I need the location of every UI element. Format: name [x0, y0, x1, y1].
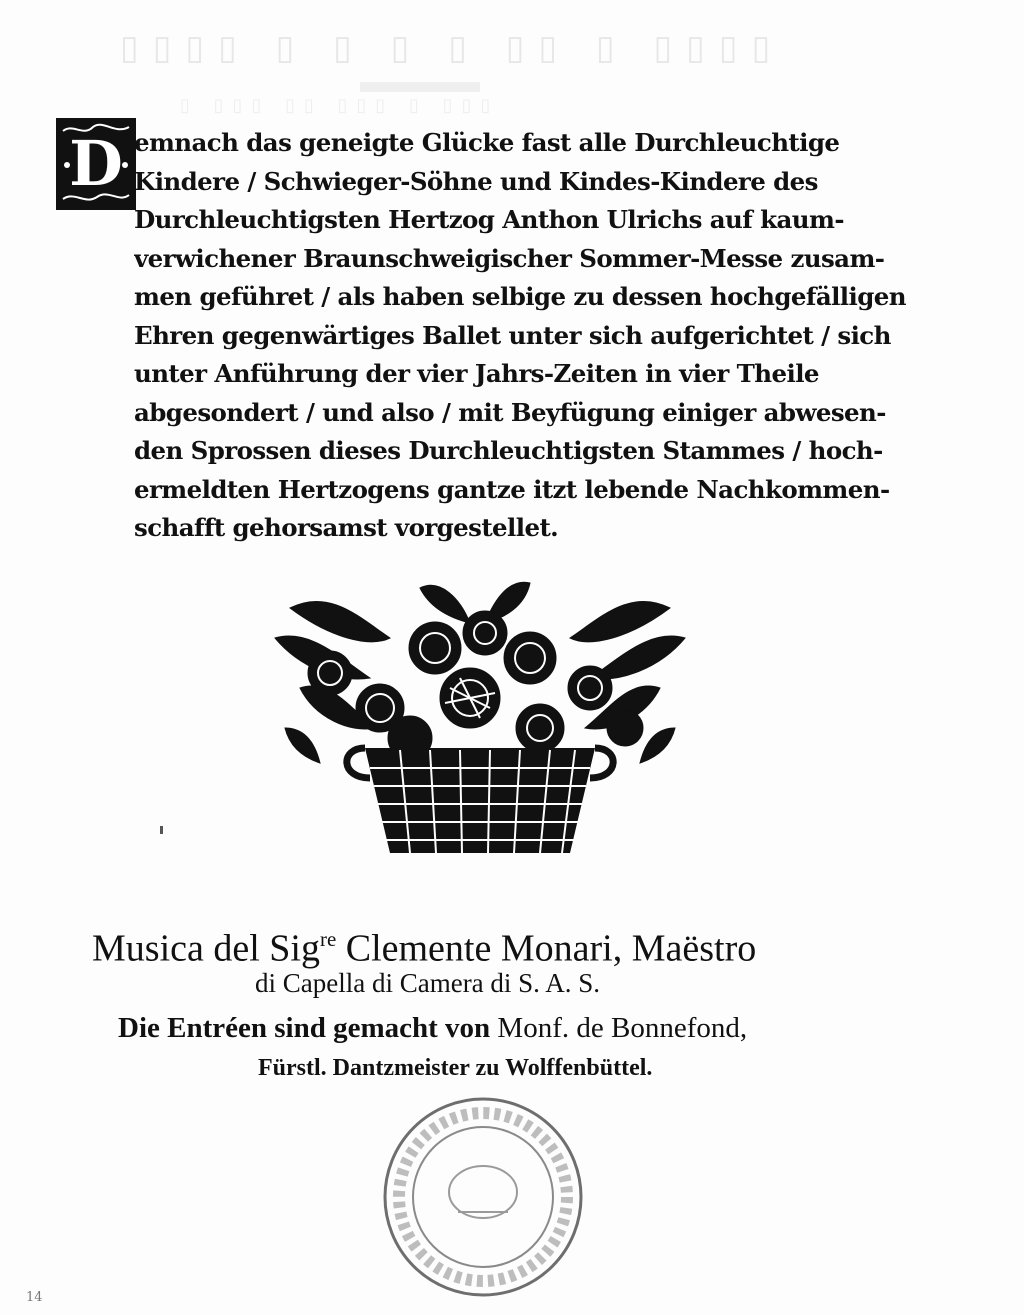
- entrees-credit: [118, 1010, 918, 1046]
- chapel-credit: di Capella di Camera di S. A. S.: [255, 968, 600, 998]
- paragraph-line-10: ermeldten Hertzogens gantze itzt lebende Nachkommen-: [134, 474, 890, 504]
- dance-master-title: Fürstl. Dantzmeister zu Wolffenbüttel.: [258, 1055, 653, 1081]
- paragraph-line-3: Durchleuchtigsten Hertzog Anthon Ulrichs auf kaum-: [134, 205, 844, 234]
- dance-master-name: Monf. de Bonnefond,: [490, 1012, 748, 1044]
- music-credit: [92, 916, 932, 972]
- paragraph-line-7: unter Anführung der vier Jahrs-Zeiten in vier Theile: [134, 359, 819, 388]
- bleed-through-text-2: ▯ ▯▯▯ ▯▯ ▯▯▯ ▯ ▯▯▯: [180, 95, 500, 116]
- stray-mark: [160, 826, 163, 834]
- drop-cap-letter: D: [69, 127, 123, 200]
- paragraph-line-9: den Sprossen dieses Durchleuchtigsten Stammes / hoch-: [134, 436, 883, 465]
- paragraph-line-5: men geführet / als haben selbige zu dessen hochgefälligen: [134, 282, 906, 311]
- bleed-through-mark: [360, 82, 480, 92]
- page-mark: 14: [26, 1290, 43, 1305]
- paragraph-line-11: schafft gehorsamst vorgestellet.: [134, 513, 559, 542]
- main-paragraph: [134, 124, 906, 548]
- paragraph-line-2: Kindere / Schwieger-Söhne und Kindes-Kindere des: [134, 166, 818, 196]
- paragraph-line-4: verwichener Braunschweigischer Sommer-Messe zusam-: [134, 243, 885, 273]
- composer-name: Clemente Monari, Maëstro: [336, 927, 757, 970]
- library-stamp: [378, 1092, 588, 1302]
- music-prefix: Musica del Sig: [92, 927, 320, 970]
- drop-cap-initial: [56, 118, 136, 210]
- music-superscript: re: [319, 927, 337, 951]
- paragraph-line-6: Ehren gegenwärtiges Ballet unter sich aufgerichtet / sich: [134, 320, 891, 350]
- flower-basket-woodcut: [270, 578, 690, 868]
- entrees-prefix: Die Entréen sind gemacht von: [118, 1012, 491, 1044]
- paragraph-line-1: emnach das geneigte Glücke fast alle Durchleuchtige: [134, 128, 840, 157]
- bleed-through-text: ▯▯▯▯ ▯ ▯ ▯ ▯ ▯▯ ▯ ▯▯▯▯: [120, 28, 785, 68]
- paragraph-line-8: abgesondert / und also / mit Beyfügung einiger abwesen-: [134, 397, 886, 427]
